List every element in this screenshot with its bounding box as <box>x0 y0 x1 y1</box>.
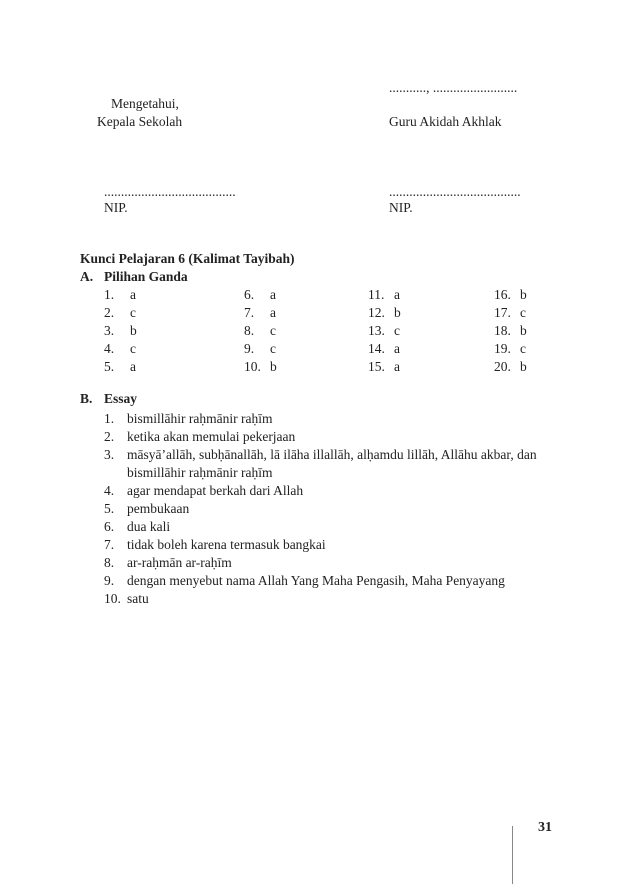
teacher-title: Guru Akidah Akhlak <box>389 114 502 129</box>
mc-row <box>104 359 544 377</box>
mc-row <box>104 287 544 305</box>
essay-answer-list <box>104 410 574 608</box>
section-a-heading <box>80 269 188 285</box>
essay-item: 7. tidak boleh karena termasuk bangkai <box>104 537 326 552</box>
section-a-title: Pilihan Ganda <box>104 269 188 284</box>
mc-item: 3. b <box>104 323 137 338</box>
mc-item: 16. b <box>494 287 527 302</box>
essay-item: 2. ketika akan memulai pekerjaan <box>104 429 296 444</box>
mc-item: 1. a <box>104 287 136 302</box>
principal-signature-dots: ....................................... <box>104 184 236 199</box>
answer-key-title: Kunci Pelajaran 6 (Kalimat Tayibah) <box>80 251 295 266</box>
multiple-choice-grid <box>104 287 544 377</box>
mc-item: 17. c <box>494 305 526 320</box>
essay-item: 3. māsyā’allāh, subḥānallāh, lā ilāha illallāh, alḥamdu lillāh, Allāhu akbar, dan bismillāhir raḥmānir raḥīm <box>104 447 537 480</box>
mc-item: 4. c <box>104 341 136 356</box>
section-b-heading <box>80 391 137 407</box>
mc-item: 19. c <box>494 341 526 356</box>
section-a-letter: A. <box>80 269 94 284</box>
mc-item: 13. c <box>368 323 400 338</box>
mc-item: 2. c <box>104 305 136 320</box>
mc-item: 6. a <box>244 287 276 302</box>
section-b-letter: B. <box>80 391 93 406</box>
essay-item: 10. satu <box>104 591 149 606</box>
acknowledged-label: Mengetahui, <box>111 96 179 111</box>
mc-item: 12. b <box>368 305 401 320</box>
essay-item: 1. bismillāhir raḥmānir raḥīm <box>104 411 273 426</box>
principal-nip-label: NIP. <box>104 200 128 215</box>
section-b-title: Essay <box>104 391 138 406</box>
teacher-signature-dots: ....................................... <box>389 184 521 199</box>
mc-item: 11. a <box>368 287 400 302</box>
essay-item: 8. ar-raḥmān ar-raḥīm <box>104 555 232 570</box>
page-number: 31 <box>538 820 552 835</box>
place-date-line: ..........., ......................... <box>389 80 518 95</box>
footer-divider <box>512 826 513 884</box>
essay-item: 4. agar mendapat berkah dari Allah <box>104 483 304 498</box>
mc-item: 10. b <box>244 359 277 374</box>
mc-item: 18. b <box>494 323 527 338</box>
mc-row <box>104 323 544 341</box>
mc-item: 5. a <box>104 359 136 374</box>
mc-item: 20. b <box>494 359 527 374</box>
principal-title: Kepala Sekolah <box>97 114 183 129</box>
mc-row <box>104 305 544 323</box>
teacher-nip-label: NIP. <box>389 200 413 215</box>
essay-item: 9. dengan menyebut nama Allah Yang Maha Pengasih, Maha Penyayang <box>104 573 505 588</box>
mc-item: 15. a <box>368 359 400 374</box>
essay-item: 6. dua kali <box>104 519 171 534</box>
mc-item: 8. c <box>244 323 276 338</box>
essay-item: 5. pembukaan <box>104 501 190 516</box>
mc-row <box>104 341 544 359</box>
mc-item: 9. c <box>244 341 276 356</box>
mc-item: 7. a <box>244 305 276 320</box>
mc-item: 14. a <box>368 341 400 356</box>
